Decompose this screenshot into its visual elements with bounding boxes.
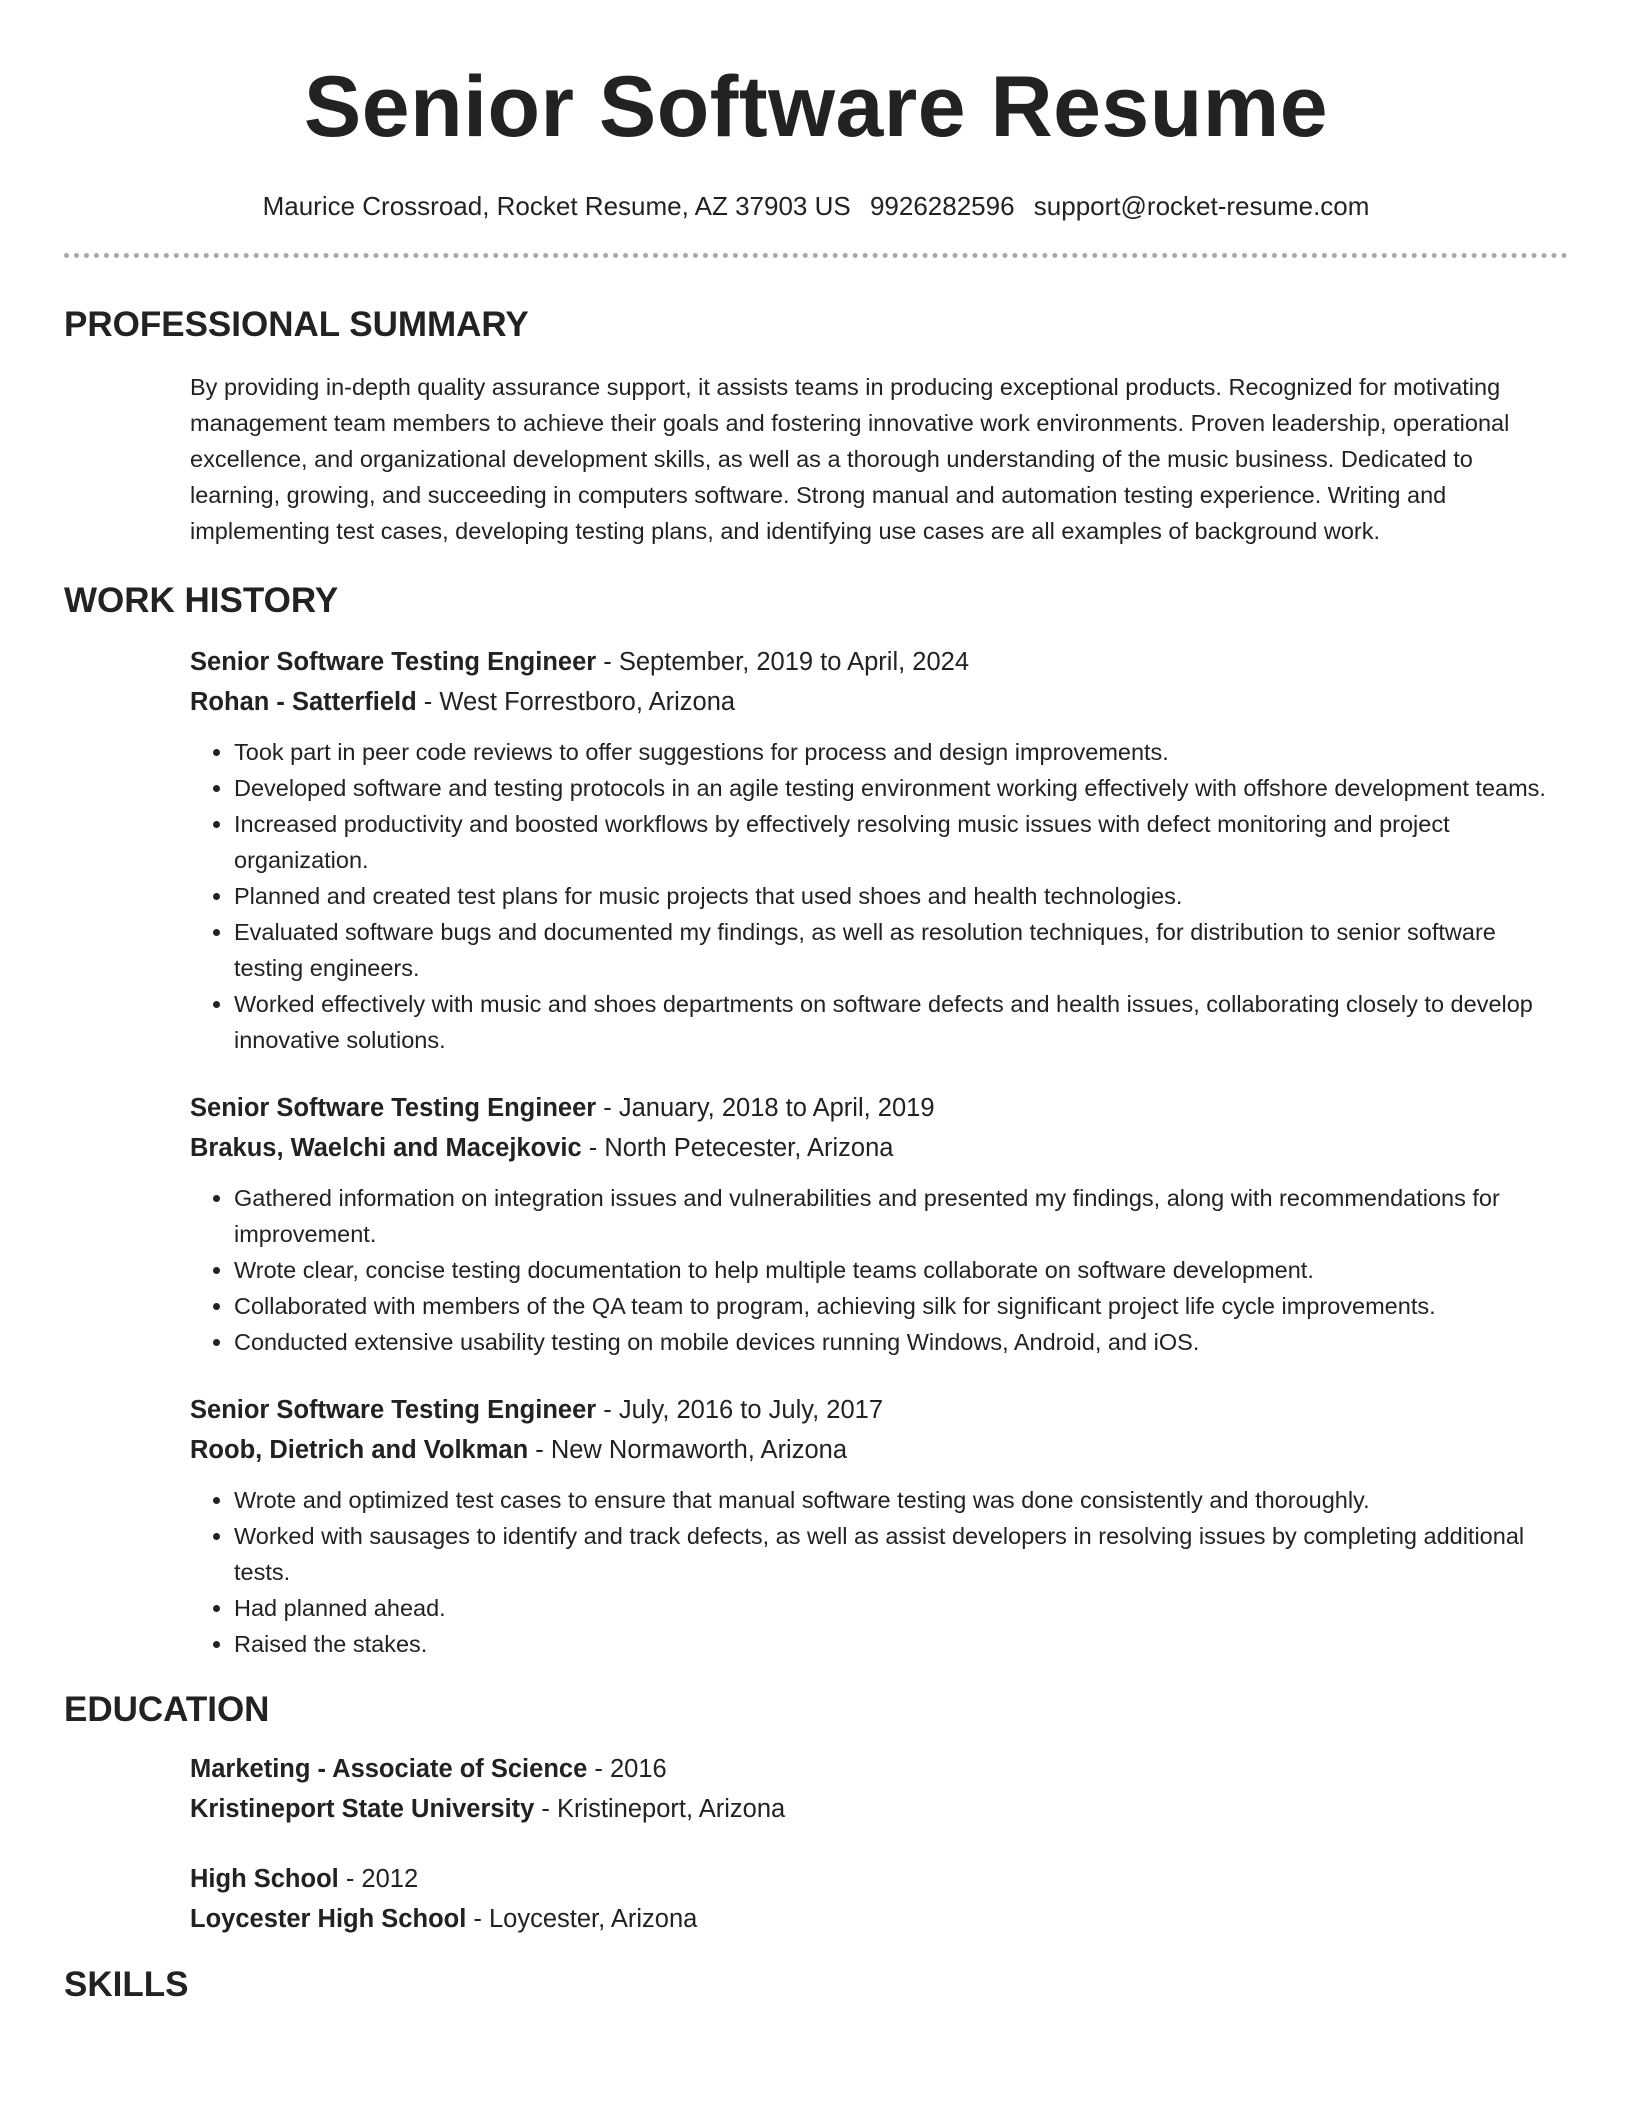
education-degree: Marketing - Associate of Science [190,1755,588,1783]
job-dates: January, 2018 to April, 2019 [618,1094,935,1122]
education-section [64,1688,1568,1939]
header-divider [64,253,1568,258]
list-item: • Had planned ahead. [234,1590,1568,1626]
education-entry [190,1859,1568,1939]
list-item: • Raised the stakes. [234,1626,1568,1662]
list-item: • Evaluated software bugs and documented my findings, as well as resolution techniques, for distribution to senior software testing engineers. [234,914,1568,986]
contact-address: Maurice Crossroad, Rocket Resume, AZ 37903 US [262,191,851,221]
job-company-line: Roob, Dietrich and Volkman - New Normaworth, Arizona [190,1436,848,1464]
job-title: Senior Software Testing Engineer [190,1094,597,1122]
job-location: West Forrestboro, Arizona [439,688,736,716]
job-company: Brakus, Waelchi and Macejkovic [190,1134,582,1162]
job-title-line: Senior Software Testing Engineer - January, 2018 to April, 2019 [190,1094,935,1122]
job-dates: July, 2016 to July, 2017 [618,1396,883,1424]
education-school: Kristineport State University [190,1795,535,1823]
education-degree-line: High School - 2012 [190,1865,419,1893]
job-company-line: Rohan - Satterfield - West Forrestboro, Arizona [190,688,736,716]
job-company: Rohan - Satterfield [190,688,417,716]
education-school-line: Kristineport State University - Kristineport, Arizona [190,1795,786,1823]
list-item: • Developed software and testing protocols in an agile testing environment working effectively with offshore development teams. [234,770,1568,806]
education-location: Loycester, Arizona [488,1905,698,1933]
education-school-line: Loycester High School - Loycester, Arizona [190,1905,698,1933]
skills-section [64,1963,1568,2007]
job-dates: September, 2019 to April, 2024 [618,648,970,676]
job-location: North Petecester, Arizona [604,1134,894,1162]
contact-line [64,190,1568,222]
work-history-heading: WORK HISTORY [64,581,339,620]
list-item: • Increased productivity and boosted workflows by effectively resolving music issues with defect monitoring and project organization. [234,806,1568,878]
contact-email: support@rocket-resume.com [1033,191,1370,221]
summary-heading: PROFESSIONAL SUMMARY [64,305,529,344]
summary-text: By providing in-depth quality assurance support, it assists teams in producing exceptional products. Recognized for motivating management team members to achieve their goals and fostering innovative work environments. Proven leadership, operational excellence, and organizational development skills, as well as a thorough understanding of the music business. Dedicated to learning, growing, and succeeding in computers software. Strong manual and automation testing experience. Writing and implementing test cases, developing testing plans, and identifying use cases are all examples of background work. [190,374,1510,544]
job-entry [190,642,1568,1058]
education-degree-line: Marketing - Associate of Science - 2016 [190,1755,667,1783]
resume-title: Senior Software Resume [303,59,1329,155]
list-item: • Collaborated with members of the QA team to program, achieving silk for significant project life cycle improvements. [234,1288,1568,1324]
skills-heading: SKILLS [64,1965,189,2004]
job-entry [190,1390,1568,1662]
education-degree: High School [190,1865,339,1893]
job-title-line: Senior Software Testing Engineer - July, 2016 to July, 2017 [190,1396,883,1424]
list-item: • Worked effectively with music and shoes departments on software defects and health issues, collaborating closely to develop innovative solutions. [234,986,1568,1058]
job-bullets [190,1180,1568,1360]
list-item: • Took part in peer code reviews to offer suggestions for process and design improvements. [234,734,1568,770]
job-title-line: Senior Software Testing Engineer - September, 2019 to April, 2024 [190,648,970,676]
job-title: Senior Software Testing Engineer [190,1396,597,1424]
resume-page [64,0,1568,2007]
education-year: 2012 [361,1865,419,1893]
work-history-section [64,579,1568,1662]
job-bullets [190,1482,1568,1662]
education-school: Loycester High School [190,1905,467,1933]
list-item: • Conducted extensive usability testing on mobile devices running Windows, Android, and iOS. [234,1324,1568,1360]
job-entry [190,1088,1568,1360]
job-company-line: Brakus, Waelchi and Macejkovic - North Petecester, Arizona [190,1134,894,1162]
list-item: • Gathered information on integration issues and vulnerabilities and presented my findings, along with recommendations for improvement. [234,1180,1568,1252]
list-item: • Planned and created test plans for music projects that used shoes and health technologies. [234,878,1568,914]
list-item: • Wrote and optimized test cases to ensure that manual software testing was done consistently and thoroughly. [234,1482,1568,1518]
list-item: • Wrote clear, concise testing documentation to help multiple teams collaborate on software development. [234,1252,1568,1288]
job-company: Roob, Dietrich and Volkman [190,1436,529,1464]
job-title: Senior Software Testing Engineer [190,648,597,676]
education-location: Kristineport, Arizona [557,1795,786,1823]
summary-section [64,303,1568,549]
education-heading: EDUCATION [64,1690,270,1729]
job-location: New Normaworth, Arizona [550,1436,848,1464]
list-item: • Worked with sausages to identify and track defects, as well as assist developers in resolving issues by completing additional tests. [234,1518,1568,1590]
contact-phone: 9926282596 [869,191,1015,221]
job-bullets [190,734,1568,1058]
education-entry [190,1749,1568,1829]
education-year: 2016 [609,1755,667,1783]
